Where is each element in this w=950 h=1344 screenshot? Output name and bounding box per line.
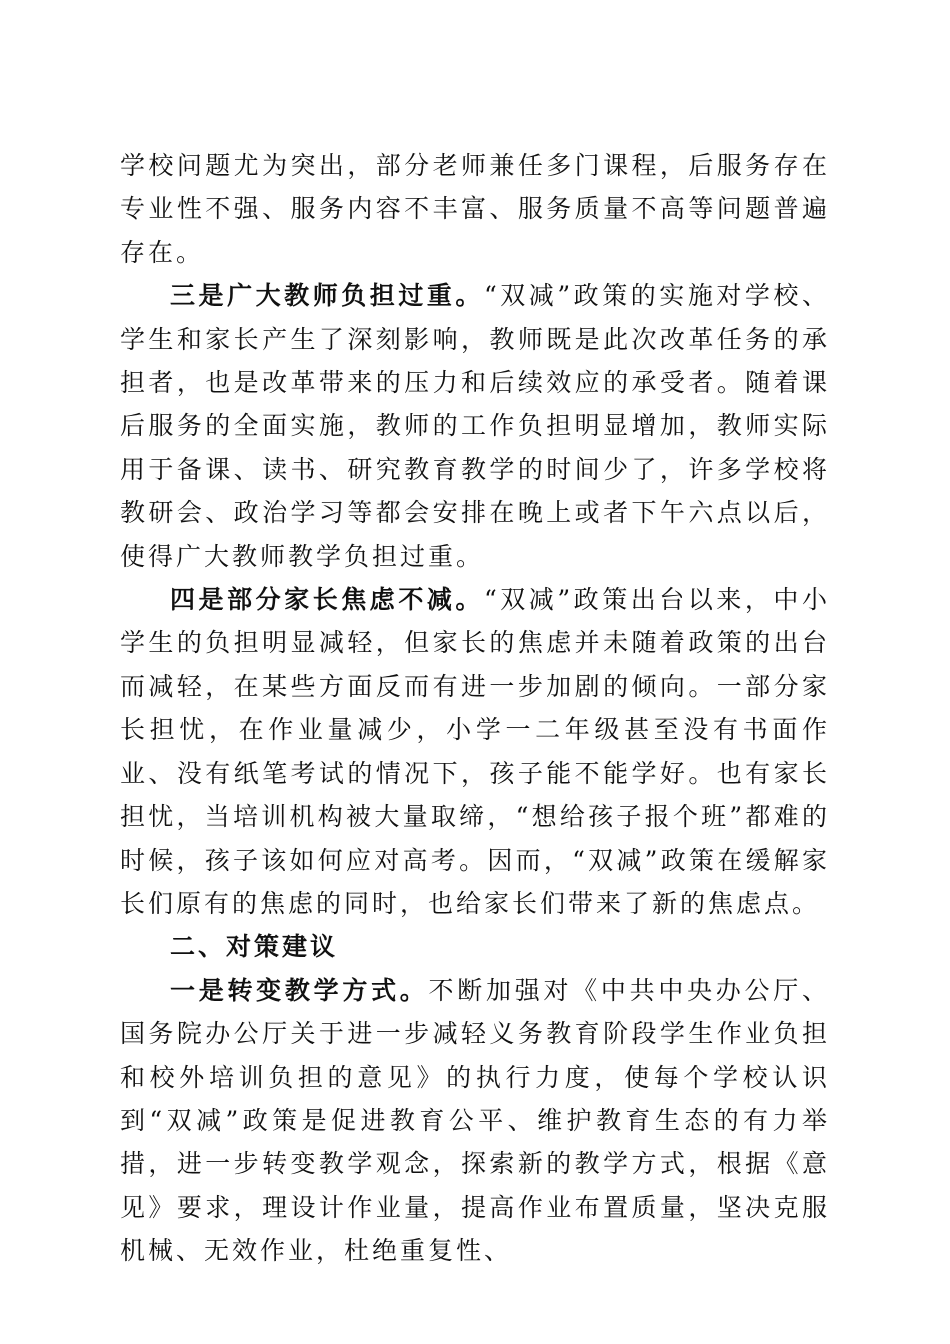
paragraph-teacher-burden — [120, 274, 830, 578]
paragraph-text: “双减”政策出台以来，中小学生的负担明显减轻，但家长的焦虑并未随着政策的出台而减轻，在某些方面反而有进一步加剧的倾向。一部分家长担忧，在作业量减少，小学一二年级甚至没有书面作业、没有纸笔考试的情况下，孩子能不能学好。也有家长担忧，当培训机构被大量取缔，“想给孩子报个班”都难的时候，孩子该如何应对高考。因而，“双减”政策在缓解家长们原有的焦虑的同时，也给家长们带来了新的焦虑点。 — [120, 585, 830, 918]
paragraph-lead: 一是转变教学方式。 — [170, 975, 429, 1005]
section-heading — [120, 925, 830, 968]
paragraph-text: “双减”政策的实施对学校、学生和家长产生了深刻影响，教师既是此次改革任务的承担者，也是改革带来的压力和后续效应的承受者。随着课后服务的全面实施，教师的工作负担明显增加，教师实际用于备课、读书、研究教育教学的时间少了，许多学校将教研会、政治学习等都会安排在晚上或者下午六点以后，使得广大教师教学负担过重。 — [120, 281, 830, 571]
paragraph-continuation — [120, 144, 830, 274]
paragraph-lead: 四是部分家长焦虑不减。 — [170, 585, 484, 615]
paragraph-text: 不断加强对《中共中央办公厅、国务院办公厅关于进一步减轻义务教育阶段学生作业负担和校外培训负担的意见》的执行力度，使每个学校认识到“双减”政策是促进教育公平、维护教育生态的有力举措，进一步转变教学观念，探索新的教学方式，根据《意见》要求，理设计作业量，提高作业布置质量，坚决克服机械、无效作业，杜绝重复性、 — [120, 975, 830, 1266]
section-heading-text: 二、对策建议 — [170, 932, 339, 962]
document-page — [120, 144, 830, 1273]
paragraph-teaching-method — [120, 969, 830, 1273]
paragraph-text: 学校问题尤为突出，部分老师兼任多门课程，后服务存在专业性不强、服务内容不丰富、服务质量不高等问题普遍存在。 — [120, 151, 830, 267]
paragraph-lead: 三是广大教师负担过重。 — [170, 281, 484, 311]
paragraph-parent-anxiety — [120, 578, 830, 925]
